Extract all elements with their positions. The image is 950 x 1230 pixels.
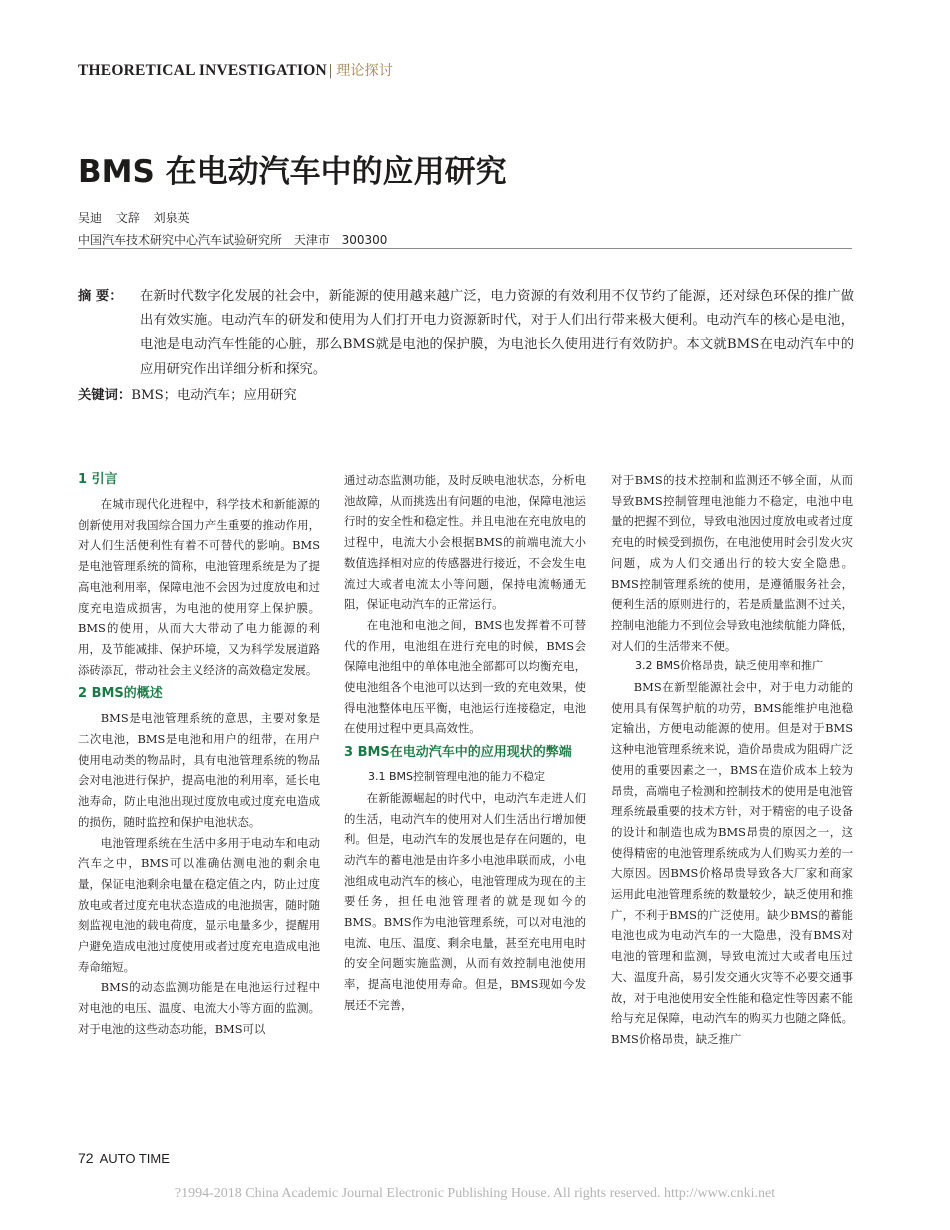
keywords-block xyxy=(78,384,297,403)
keywords-text: BMS；电动汽车；应用研究 xyxy=(131,388,297,403)
body-column-2 xyxy=(344,470,586,1016)
abstract-block xyxy=(78,285,854,382)
paragraph: BMS在新型能源社会中，对于电力动能的使用具有保驾护航的功劳，BMS能维护电池稳定输出，方便电动能源的使用。但是对于BMS这种电池管理系统来说，造价昂贵成为阻碍广泛使用的重要因素之一，BMS在造价成本上较为昂贵，高端电子检测和控制技术的使用是电池管理系统最重要的技术方针，对于精密的电子设备的设计和制造也成为BMS昂贵的原因之一，这使得精密的电池管理系统成为人们购买力差的一大原因。因BMS价格昂贵导致各大厂家和商家运用此电池管理系统的数量较少，缺乏使用和推广，不利于BMS的广泛使用。缺少BMS的蓄能电池也成为电动汽车的一大隐患，没有BMS对电池的管理和监测，导致电流过大或者电压过大、温度升高，易引发交通火灾等不必要交通事故，对于电池使用安全性能和稳定性等因素不能给与充足保障，电动汽车的购买力也随之降低。BMS价格昂贵，缺乏推广 xyxy=(611,680,853,1046)
paragraph: 对于BMS的技术控制和监测还不够全面，从而导致BMS控制管理电池能力不稳定，电池中电量的把握不到位，导致电池因过度放电或者过度充电的时候受到损伤，在电池使用时会引发火灾问题，成为人们交通出行的较大安全隐患。BMS控制管理系统的使用，是遵循服务社会，便利生活的原则进行的，若是质量监测不过关，控制电池能力不到位会导致电池续航能力降低，对人们的生活带来不便。 xyxy=(611,473,853,653)
paragraph: 在电池和电池之间，BMS也发挥着不可替代的作用，电池组在进行充电的时候，BMS会保障电池组中的单体电池全部都可以均衡充电，使电池组各个电池可以达到一致的充电效果，使得电池整体电压平衡，电池运行连接稳定，电池在使用过程中更具高效性。 xyxy=(344,617,586,736)
subsection-heading-3-2: 3.2 BMS价格昂贵，缺乏使用率和推广 xyxy=(635,659,824,673)
body-column-3 xyxy=(611,470,853,1050)
page-footer xyxy=(78,1150,170,1166)
abstract-text: 在新时代数字化发展的社会中，新能源的使用越来越广泛，电力资源的有效利用不仅节约了能源，还对绿色环保的推广做出有效实施。电动汽车的研发和使用为人们打开电力资源新时代，对于人们出行带来极大便利。电动汽车的核心是电池，电池是电动汽车性能的心脏，那么BMS就是电池的保护膜，为电池长久使用进行有效防护。本文就BMS在电动汽车中的应用研究作出详细分析和探究。 xyxy=(140,289,854,377)
paragraph: 电池管理系统在生活中多用于电动车和电动汽车之中，BMS可以准确估测电池的剩余电量，保证电池剩余电量在稳定值之内，防止过度放电或者过度充电状态造成的电池损害，随时随刻监视电池的载电荷度，显示电量多少，提醒用户避免造成电池过度使用或者过度充电造成电池寿命缩短。 xyxy=(78,835,320,974)
running-header xyxy=(78,60,393,80)
subsection-heading-3-1: 3.1 BMS控制管理电池的能力不稳定 xyxy=(368,770,546,784)
header-rule xyxy=(78,248,852,249)
author-affiliation: 中国汽车技术研究中心汽车试验研究所 天津市 300300 xyxy=(78,233,388,247)
section-heading-2: 2 BMS的概述 xyxy=(78,686,163,702)
paragraph: 在新能源崛起的时代中，电动汽车走进人们的生活，电动汽车的使用对人们生活出行增加便利。但是，电动汽车的发展也是存在问题的，电动汽车的蓄电池是由许多小电池串联而成，小电池组成电动汽车的核心，电池管理成为现在的主要任务，担任电池管理者的就是现如今的BMS。BMS作为电池管理系统，可以对电池的电流、电压、温度、剩余电量，甚至充电用电时的安全问题实施监测，从而有效控制电池使用率，提高电池使用寿命。但是，BMS现如今发展还不完善， xyxy=(344,790,586,1012)
header-chinese: 理论探讨 xyxy=(336,63,394,79)
keywords-label: 关键词： xyxy=(78,388,132,403)
journal-name: AUTO TIME xyxy=(99,1151,170,1166)
article-title: BMS 在电动汽车中的应用研究 xyxy=(78,154,507,190)
abstract-label: 摘 要： xyxy=(78,289,123,304)
paragraph: 通过动态监测功能，及时反映电池状态，分析电池故障，从而挑选出有问题的电池，保障电池运行时的安全性和稳定性。并且电池在充电放电的过程中，电流大小会根据BMS的前端电流大小数值选择相对应的传感器进行接近，不会发生电流过大或者电流太小等问题，保持电流畅通无阻，保证电动汽车的正常运行。 xyxy=(344,473,586,612)
paragraph: 在城市现代化进程中，科学技术和新能源的创新使用对我国综合国力产生重要的推动作用，对人们生活便利性有着不可替代的影响。BMS是电池管理系统的简称，电池管理系统是为了提高电池利用率，保障电池不会因为过度放电和过度充电造成损害，为电池的使用穿上保护膜。BMS的使用，从而大大带动了电力能源的利用，及节能减排、保护环境，又为科学发展道路添砖添瓦，带动社会主义经济的高效稳定发展。 xyxy=(78,497,320,677)
body-column-1 xyxy=(78,470,320,1040)
author-list: 吴迪 文辞 刘泉英 xyxy=(78,211,190,225)
section-heading-3: 3 BMS在电动汽车中的应用现状的弊端 xyxy=(344,745,572,761)
header-separator: | xyxy=(328,62,333,79)
paragraph: BMS是电池管理系统的意思，主要对象是二次电池，BMS是电池和用户的纽带，在用户使用电动类的物品时，具有电池管理系统的物品会对电池进行保护，提高电池的利用率，延长电池寿命，防止电池出现过度放电或过度充电造成的损伤，随时监控和保护电池状态。 xyxy=(78,711,320,829)
header-english: THEORETICAL INVESTIGATION xyxy=(78,62,327,79)
copyright-notice: ?1994-2018 China Academic Journal Electronic Publishing House. All rights reserved. http://www.cnki.net xyxy=(174,1186,776,1201)
page-number: 72 xyxy=(78,1150,94,1166)
paragraph: BMS的动态监测功能是在电池运行过程中对电池的电压、温度、电流大小等方面的监测。对于电池的这些动态功能，BMS可以 xyxy=(78,980,320,1036)
section-heading-1: 1 引言 xyxy=(78,472,118,487)
